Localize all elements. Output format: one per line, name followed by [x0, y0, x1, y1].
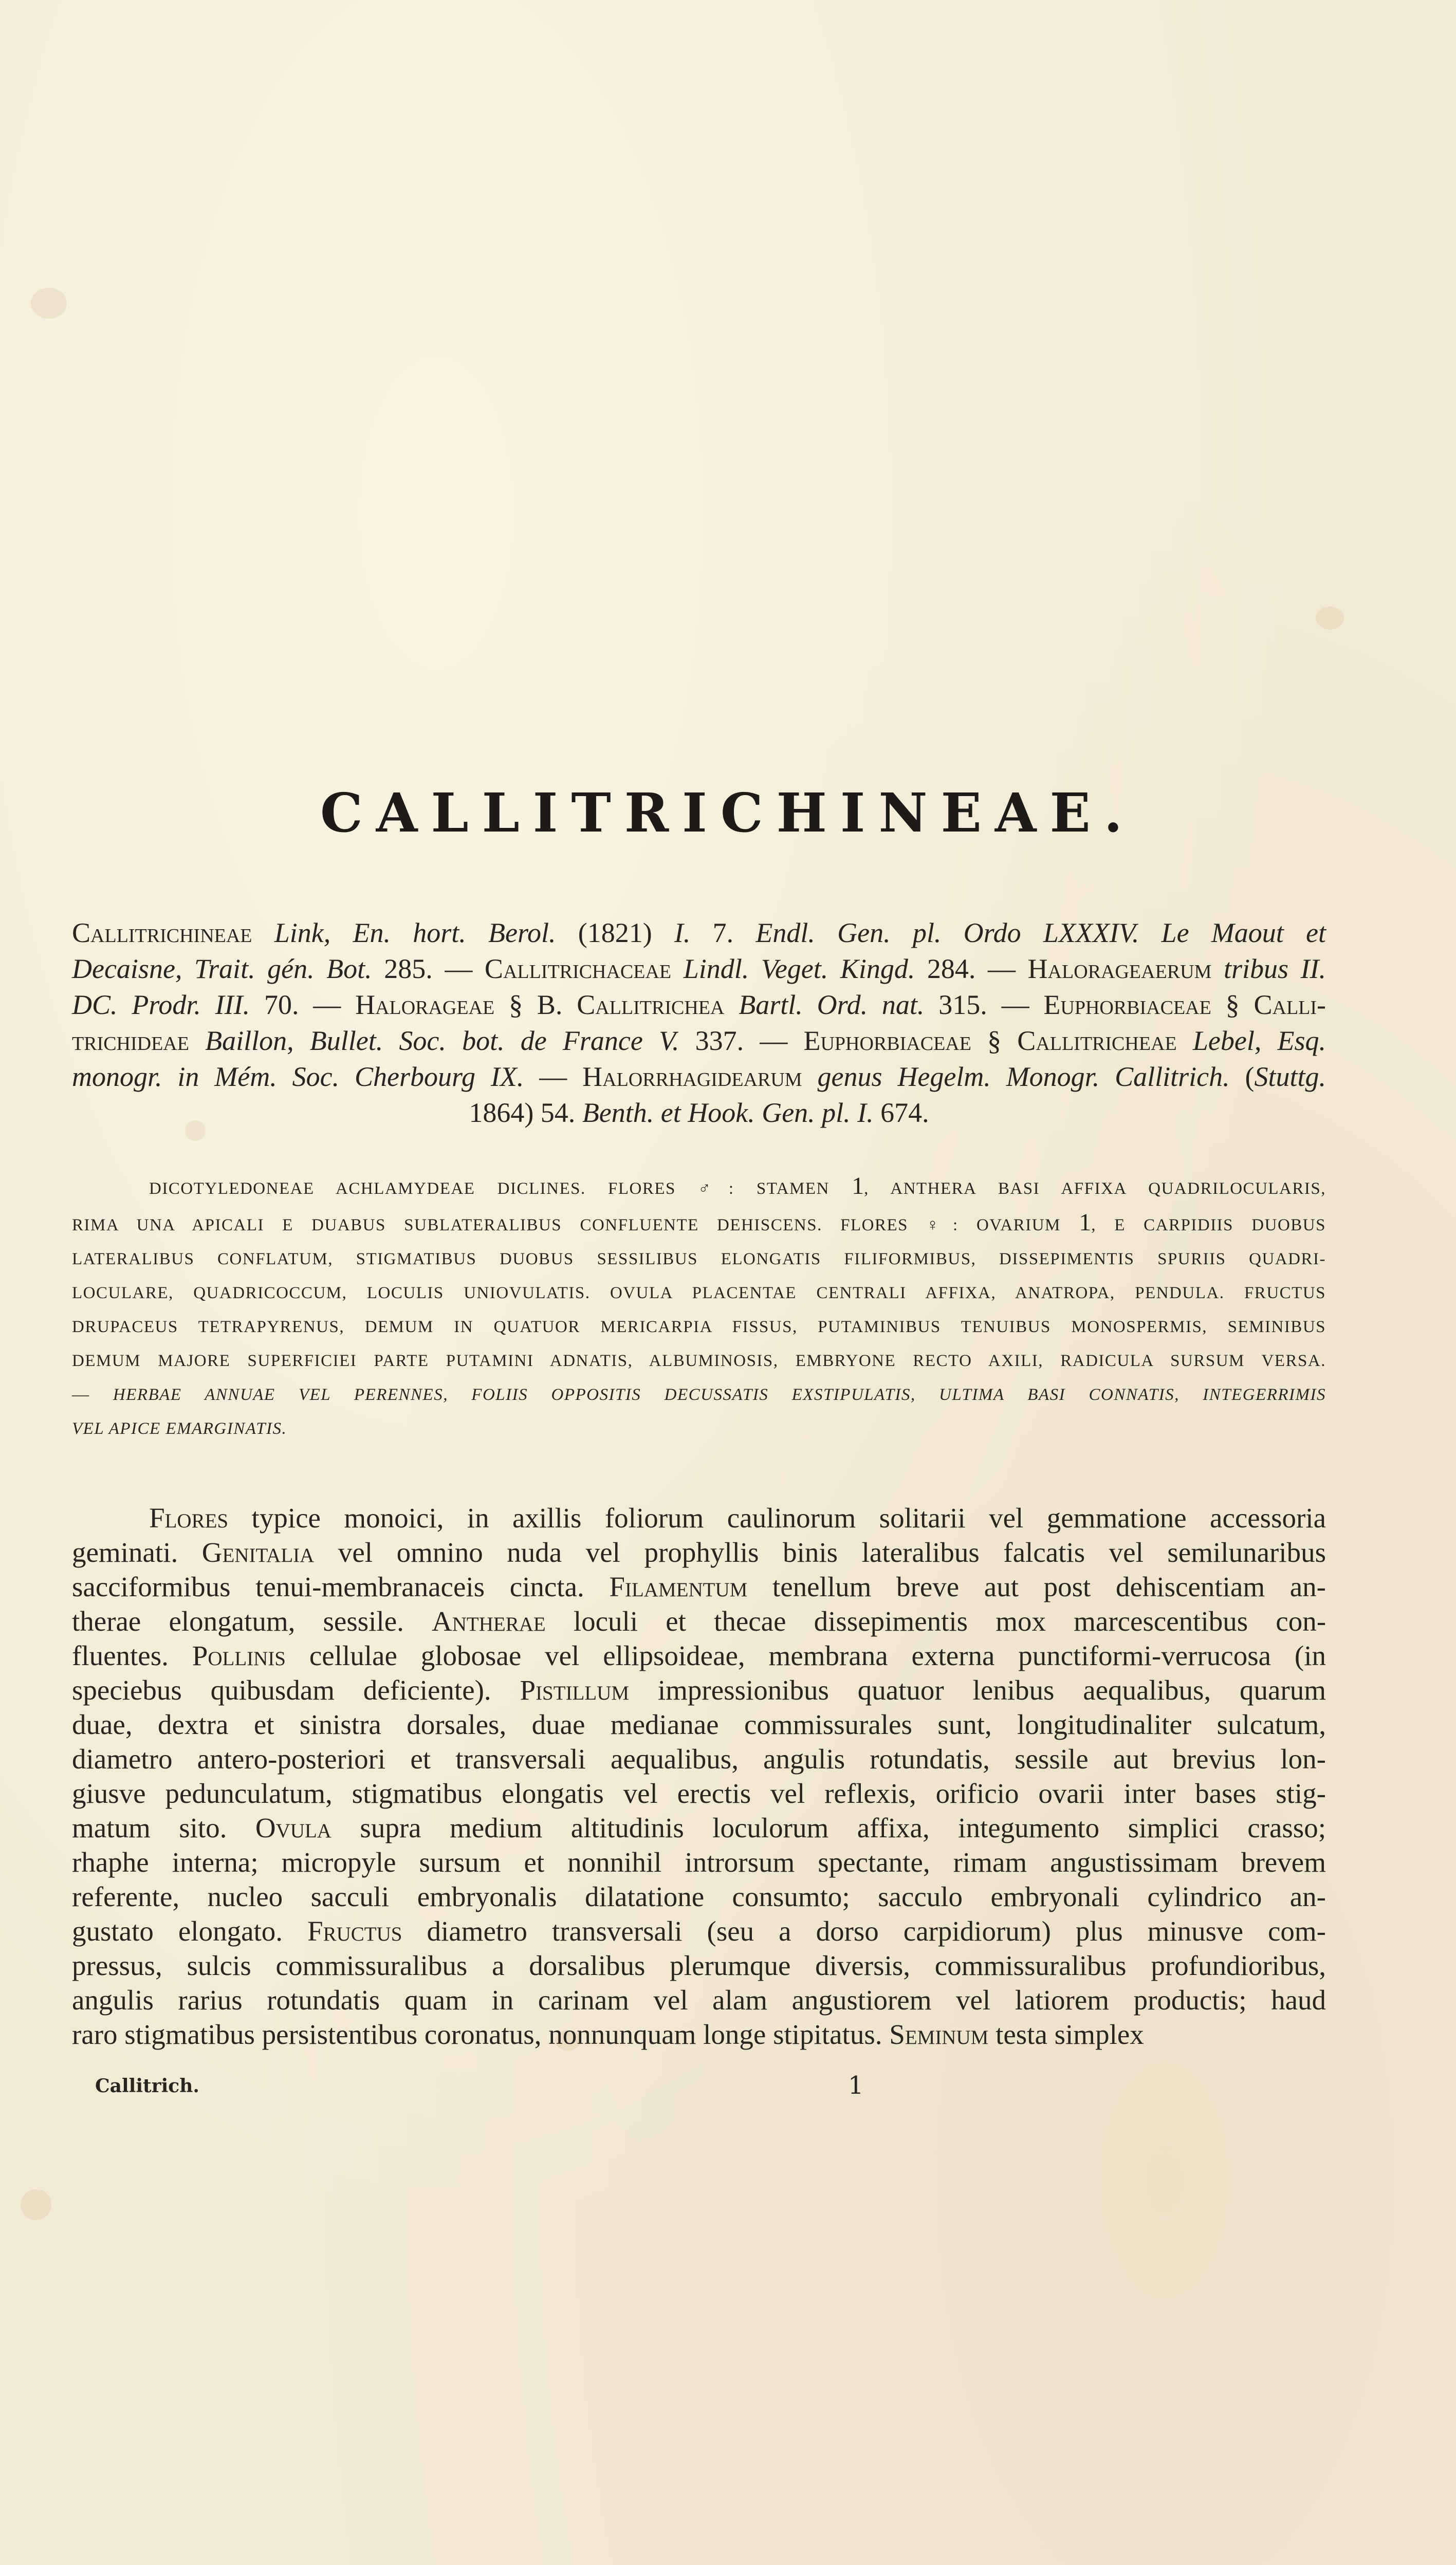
text-run: — — [72, 1386, 113, 1404]
text-run: I. — [674, 917, 691, 948]
text-line — [72, 915, 1326, 951]
text-line — [72, 1570, 1326, 1604]
text-run: diametro antero-posteriori et transversali aequalibus, angulis rotundatis, sessile aut brevius lon- — [72, 1743, 1326, 1775]
text-run: matum sito. — [72, 1812, 255, 1843]
text-run: Stuttg. — [1254, 1061, 1326, 1092]
text-line — [72, 1095, 1326, 1131]
text-run: pressus, sulcis commissuralibus a dorsalibus plerumque diversis, commissuralibus profundioribus, — [72, 1950, 1326, 1981]
text-line — [72, 1845, 1326, 1879]
text-line — [72, 1344, 1326, 1378]
text-run — [1211, 953, 1224, 984]
footer-signature: Callitrich. — [95, 2075, 199, 2097]
text-line — [72, 1501, 1326, 1535]
text-line — [72, 1169, 1326, 1206]
text-line — [72, 987, 1326, 1023]
text-run: RIMA UNA APICALI E DUABUS SUBLATERALIBUS CONFLUENTE DEHISCENS. FLORES ♀: OVARIUM — [72, 1216, 1079, 1234]
text-line — [72, 1879, 1326, 1914]
text-run: § — [1211, 989, 1254, 1020]
text-run: fluentes. — [72, 1640, 192, 1671]
text-line — [72, 1023, 1326, 1059]
text-run: 70. — — [250, 989, 356, 1020]
text-run: Seminum — [889, 2019, 989, 2050]
text-line — [72, 1378, 1326, 1412]
text-line — [72, 1059, 1326, 1095]
text-run: tribus II. — [1223, 953, 1326, 984]
text-line — [72, 1412, 1326, 1446]
text-run: Ovula — [255, 1812, 331, 1843]
text-run: Bartl. Ord. nat. — [739, 989, 925, 1020]
text-line — [72, 1776, 1326, 1811]
text-run: supra medium altitudinis loculorum affixa, integumento simplici crasso; — [331, 1812, 1326, 1843]
text-line — [72, 1604, 1326, 1638]
text-run: Link, En. hort. Berol. — [274, 917, 556, 948]
text-run: HERBAE ANNUAE VEL PERENNES, FOLIIS OPPOSITIS DECUSSATIS EXSTIPULATIS, ULTIMA BASI CONNATIS, INTEGERRIMIS — [113, 1386, 1326, 1404]
text-run: rhaphe interna; micropyle sursum et nonnihil introrsum spectante, rimam angustissimam brevem — [72, 1847, 1326, 1878]
text-run: LATERALIBUS CONFLATUM, STIGMATIBUS DUOBUS SESSILIBUS ELONGATIS FILIFORMIBUS, DISSEPIMENTIS SPURIIS QUADRI- — [72, 1250, 1326, 1268]
text-run: Euphorbiaceae — [1043, 989, 1211, 1020]
text-run: referente, nucleo sacculi embryonalis dilatatione consumto; sacculo embryonali cylindrico an- — [72, 1881, 1326, 1912]
text-run: Endl. Gen. pl. Ordo LXXXIV. Le Maout et — [755, 917, 1326, 948]
text-run: 284. — — [915, 953, 1028, 984]
text-run: , E CARPIDIIS DUOBUS — [1091, 1216, 1326, 1234]
text-run: gustato elongato. — [72, 1915, 308, 1947]
text-run: Euphorbiaceae — [803, 1025, 971, 1056]
text-line — [72, 2017, 1326, 2052]
text-run: genus Hegelm. Monogr. Callitrich. — [817, 1061, 1230, 1092]
text-run: 1 — [1079, 1209, 1092, 1236]
text-run — [724, 989, 739, 1020]
text-run: Lindl. Veget. Kingd. — [683, 953, 915, 984]
text-run: 1 — [852, 1172, 864, 1200]
text-run: Filamentum — [609, 1571, 748, 1602]
text-run: § — [971, 1025, 1018, 1056]
text-run: , ANTHERA BASI AFFIXA QUADRILOCULARIS, — [864, 1179, 1326, 1198]
text-run: geminati. — [72, 1537, 202, 1568]
text-line — [72, 1914, 1326, 1948]
text-line — [72, 1707, 1326, 1742]
text-run: Calli- — [1254, 989, 1326, 1020]
text-run: Callitrichea — [577, 989, 725, 1020]
text-run: LOCULARE, QUADRICOCCUM, LOCULIS UNIOVULATIS. OVULA PLACENTAE CENTRALI AFFIXA, ANATROPA, PENDULA. FRUCTUS — [72, 1284, 1326, 1302]
text-run: angulis rarius rotundatis quam in carinam vel alam angustiorem vel latiorem productis; haud — [72, 1984, 1326, 2016]
text-run: testa simplex — [988, 2019, 1144, 2050]
text-run: (1821) — [556, 917, 674, 948]
paper-stain — [31, 288, 67, 319]
text-run: Fructus — [307, 1915, 402, 1947]
text-run: Callitrichaceae — [484, 953, 672, 984]
text-run: DICOTYLEDONEAE ACHLAMYDEAE DICLINES. FLORES ♂: STAMEN — [149, 1179, 852, 1198]
text-run: Halorageaerum — [1027, 953, 1212, 984]
text-run — [189, 1025, 205, 1056]
text-run: — — [524, 1061, 583, 1092]
page-number: 1 — [848, 2071, 864, 2100]
text-line — [72, 1742, 1326, 1776]
text-line — [72, 1983, 1326, 2017]
text-run — [1177, 1025, 1193, 1056]
text-run — [252, 917, 274, 948]
text-line — [72, 1638, 1326, 1673]
text-line — [72, 951, 1326, 987]
text-run: impressionibus quatuor lenibus aequalibus, quarum — [629, 1674, 1326, 1706]
text-line — [72, 1242, 1326, 1276]
text-line — [72, 1673, 1326, 1707]
text-run: DRUPACEUS TETRAPYRENUS, DEMUM IN QUATUOR MERICARPIA FISSUS, PUTAMINIBUS TENUIBUS MONOSPERMIS, SEMINIBUS — [72, 1318, 1326, 1336]
description-block — [72, 1501, 1326, 2052]
text-run: Halorageae — [355, 989, 495, 1020]
text-run: Genitalia — [201, 1537, 315, 1568]
text-run: 315. — — [924, 989, 1044, 1020]
text-run: diametro transversali (seu a dorso carpidiorum) plus minusve com- — [402, 1915, 1326, 1947]
text-run: duae, dextra et sinistra dorsales, duae medianae commissurales sunt, longitudinaliter sulcatum, — [72, 1709, 1326, 1740]
text-run: trichideae — [72, 1025, 189, 1056]
text-line — [72, 1310, 1326, 1344]
text-line — [72, 1206, 1326, 1242]
text-run: Pollinis — [192, 1640, 286, 1671]
paper-stain — [21, 2189, 51, 2220]
text-run: Callitricheae — [1017, 1025, 1177, 1056]
text-run: 285. — — [372, 953, 485, 984]
text-run: Lebel, Esq. — [1192, 1025, 1326, 1056]
text-run: 7. — [690, 917, 756, 948]
text-run: DEMUM MAJORE SUPERFICIEI PARTE PUTAMINI ADNATIS, ALBUMINOSIS, EMBRYONE RECTO AXILI, RADICULA SURSUM VERSA. — [72, 1352, 1326, 1370]
text-run: 674. — [873, 1097, 929, 1128]
paper-stain — [1316, 606, 1344, 630]
text-run: cellulae globosae vel ellipsoideae, membrana externa punctiformi-verrucosa (in — [285, 1640, 1326, 1671]
text-run: DC. Prodr. III. — [72, 989, 250, 1020]
text-line — [72, 1276, 1326, 1310]
text-run: speciebus quibusdam deficiente). — [72, 1674, 520, 1706]
text-run: Pistillum — [520, 1674, 630, 1706]
text-run: therae elongatum, sessile. — [72, 1606, 432, 1637]
text-run: Decaisne, Trait. gén. Bot. — [72, 953, 372, 984]
text-run: Callitrichineae — [72, 917, 252, 948]
text-run: § B. — [494, 989, 577, 1020]
text-run: Baillon, Bullet. Soc. bot. de France V. — [205, 1025, 679, 1056]
synonymy-block — [72, 915, 1326, 1131]
text-run: loculi et thecae dissepimentis mox marcescentibus con- — [545, 1606, 1326, 1637]
diagnosis-block — [72, 1169, 1326, 1446]
text-run: VEL APICE EMARGINATIS. — [72, 1419, 287, 1438]
text-run: sacciformibus tenui-membranaceis cincta. — [72, 1571, 610, 1602]
text-run: vel omnino nuda vel prophyllis binis lateralibus falcatis vel semilunaribus — [314, 1537, 1326, 1568]
text-run: raro stigmatibus persistentibus coronatus, nonnunquam longe stipitatus. — [72, 2019, 890, 2050]
text-run: Halorrhagidearum — [582, 1061, 802, 1092]
text-run: ( — [1229, 1061, 1255, 1092]
page-title: CALLITRICHINEAE. — [320, 781, 1136, 844]
text-run — [671, 953, 684, 984]
text-run: 1864) 54. — [469, 1097, 582, 1128]
text-line — [72, 1948, 1326, 1983]
text-line — [72, 1811, 1326, 1845]
text-run: giusve pedunculatum, stigmatibus elongatis vel erectis vel reflexis, orificio ovarii inter bases stig- — [72, 1778, 1326, 1809]
text-run: Antherae — [432, 1606, 546, 1637]
text-run — [802, 1061, 818, 1092]
text-run: 337. — — [679, 1025, 804, 1056]
text-line — [72, 1535, 1326, 1570]
text-run: tenellum breve aut post dehiscentiam an- — [747, 1571, 1326, 1602]
text-run: Benth. et Hook. Gen. pl. I. — [582, 1097, 874, 1128]
text-run: Flores — [149, 1502, 229, 1534]
text-run: monogr. in Mém. Soc. Cherbourg IX. — [72, 1061, 524, 1092]
text-run: typice monoici, in axillis foliorum caulinorum solitarii vel gemmatione accessoria — [228, 1502, 1326, 1534]
